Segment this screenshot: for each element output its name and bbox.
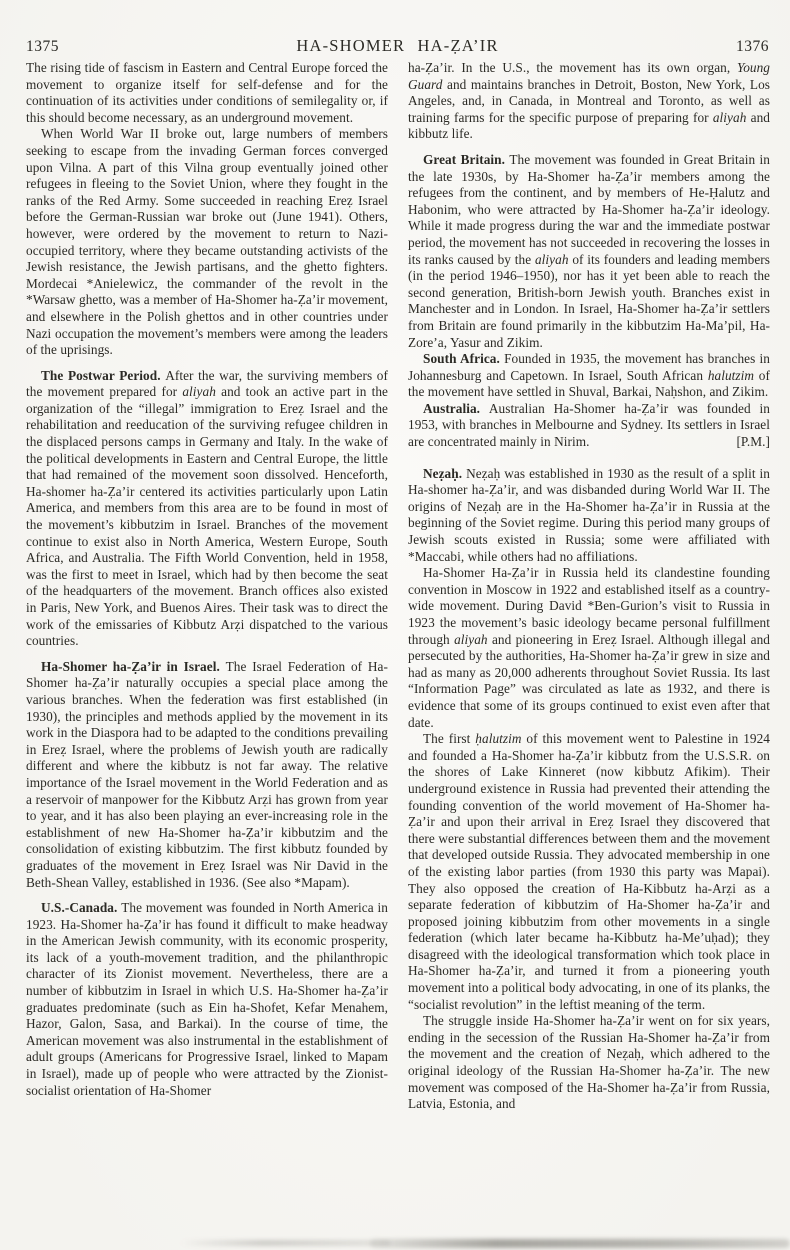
entry-nezah — [408, 466, 770, 566]
section-heading: The Postwar Period. — [41, 367, 166, 383]
section-heading: U.S.-Canada. — [41, 900, 122, 916]
run-text: of this movement went to Palestine in 1924 and founded a Ha-Shomer ha-Ẓa’ir kibbutz from the U.S.S.R. on the shores of Lake Kinneret (now kibbutz Afikim). Their underground existence in Russia had prevented their attending the founding convention of the world movement of Ha-Shomer ha-Ẓa’ir and upon their arrival in Ereẓ Israel they discovered that there were substantial differences between them and the movement that developed outside Russia. They advocated membership in one of the existing labor parties (from 1930 this party was Mapai). They also opposed the creation of Ha-Kibbutz ha-Arẓi as a separate federation of kibbutzim of Ha-Shomer ha-Ẓa’ir and proposed joining kibbutzim from other movements in a single federation (which later became ha-Kibbutz ha-Me’uḥad); they disagreed with the ideological transformation which took place in Ha-Shomer ha-Ẓa’ir, and turned it from a pioneering youth movement into a political body advocating, in one of its planks, the “socialist revolution” in the leftist meaning of the term. — [408, 731, 770, 1012]
left-page-number: 1375 — [26, 38, 59, 55]
run-text: Founded in 1935, the movement has branches in Johannesburg and Capetown. In Israel, South African — [408, 351, 770, 383]
para-struggle — [408, 1013, 770, 1113]
para-fascism-continuation — [26, 60, 388, 126]
run-text: and kibbutz life. — [408, 109, 770, 142]
run-text: of the movement have settled in Shuval, Barkai, Naḥshon, and Zikim. — [408, 367, 770, 400]
italic-term: aliyah — [182, 384, 216, 400]
run-text: The Israel Federation of Ha-Shomer ha-Ẓa’ir naturally occupies a special place among the various branches. When the federation was first established (in 1930), the principles and methods applied by the movement in its work in the Diaspora had to be adapted to the conditions prevailing in Ereẓ Israel, where the problems of Jewish youth are radically different and where the kibbutz is not far away. The relative importance of the Israel movement in the World Federation and as a reservoir of manpower for the Kibbutz Arẓi has grown from year to year, and it has also been playing an ever-increasing role in the establishment of new Ha-Shomer ha-Ẓa’ir kibbutzim and the consolidation of existing kibbutzim. The first kibbutz founded by graduates of the movement in Ereẓ Israel was Nir David in the Beth-Shean Valley, established in 1936. (See also *Mapam). — [26, 658, 388, 890]
italic-term: ḥalutzim — [475, 731, 522, 747]
section-postwar-period — [26, 368, 388, 650]
run-text: and maintains branches in Detroit, Boston, New York, Los Angeles, and, in Canada, in Montreal and Toronto, as well as training farms for the specific purpose of preparing for — [408, 76, 770, 125]
section-heading: Ha-Shomer ha-Ẓa’ir in Israel. — [41, 658, 226, 674]
para-world-war-ii — [26, 126, 388, 358]
section-heading: South Africa. — [423, 351, 505, 367]
running-title: HA-SHOMER HA-ẒA’IR — [296, 36, 499, 55]
section-australia — [408, 401, 770, 451]
italic-term: aliyah — [534, 251, 569, 267]
scan-artifact — [370, 1239, 790, 1248]
section-heading: Australia. — [423, 400, 489, 416]
section-great-britain — [408, 152, 770, 351]
para-first-halutzim — [408, 731, 770, 1013]
italic-term: aliyah — [712, 109, 747, 125]
run-text: The movement was founded in Great Britain in the late 1930s, by Ha-Shomer ha-Ẓa’ir members among the refugees from the continent, and by members of He-Ḥalutz and Habonim, who were attracted by Ha-Shomer ha-Ẓa’ir ideology. While it made progress during the war and the immediate postwar period, the movement has not succeeded in recovering the losses in its ranks caused by the — [408, 151, 770, 267]
scan-artifact — [180, 1240, 390, 1246]
section-heading: Great Britain. — [423, 151, 510, 167]
section-israel — [26, 659, 388, 891]
run-text: ha-Ẓa’ir. In the U.S., the movement has its own organ, — [408, 60, 737, 75]
run-text: Australian Ha-Shomer ha-Ẓa’ir was founded in 1953, with branches in Melbourne and Sydney. Its settlers in Israel are concentrated mainly in Nirim. — [408, 400, 771, 450]
right-page-number: 1376 — [736, 38, 769, 55]
italic-term: halutzim — [707, 367, 755, 383]
italic-term: aliyah — [454, 631, 488, 647]
run-text: When World War II broke out, large numbers of members seeking to escape from the invading German forces converged upon Vilna. A part of this Vilna group eventually joined other refugees in fleeing to the Soviet Union, where they fought in the ranks of the Red Army. Some succeeded in reaching Ereẓ Israel before the German-Russian war broke out (June 1941). Others, however, were ordered by the movement to return to Nazi-occupied territory, where they became outstanding activists of the Jewish resistance, the Jewish partisans, and the ghetto fighters. Mordecai *Anielewicz, the commander of the revolt in the *Warsaw ghetto, was a member of Ha-Shomer ha-Ẓa’ir movement, and elsewhere in the Polish ghettos and in other countries under Nazi occupation the movement’s members were among the leaders of the uprisings. — [26, 126, 388, 358]
run-text: Ha-Shomer Ha-Ẓa’ir in Russia held its clandestine founding convention in Moscow in 1922 and established itself as a country-wide movement. During David *Ben-Gurion’s visit to Russia in 1923 the movement’s basic ideology became personal fulfillment through — [408, 565, 770, 647]
left-column — [26, 60, 388, 1113]
run-text: The struggle inside Ha-Shomer ha-Ẓa’ir went on for six years, ending in the secession of the Russian Ha-Shomer ha-Ẓa’ir from the movement and the creation of Neẓaḥ, which adhered to the original ideology of the Russian Ha-Shomer ha-Ẓa’ir. The new movement was composed of the Ha-Shomer ha-Ẓa’ir from Russia, Latvia, Estonia, and — [408, 1013, 770, 1112]
run-text: After the war, the surviving members of the movement prepared for — [26, 367, 388, 400]
right-column — [408, 60, 770, 1113]
run-text: and pioneering in Ereẓ Israel. Although illegal and persecuted by the authorities, Ha-Shomer ha-Ẓa’ir grew in size and had as many as 20,000 adherents throughout Soviet Russia. Its last “Information Page” was circulated as late as 1932, and there is evidence that some of its groups continued to exist even after that date. — [408, 631, 771, 730]
run-text: and took an active part in the organization of the “illegal” immigration to Ereẓ Israel and the rehabilitation and reeducation of the surviving refugee children in the displaced persons camps in Germany and Italy. In the wake of the political developments in Eastern and Central Europe, the little that had remained of the movement soon dissolved. Henceforth, Ha-shomer ha-Ẓa’ir centered its activities particularly upon Latin America, and members from this area are to be found in most of the movement’s kibbutzim in Israel. Branches of the movement continue to exist also in North America, Western Europe, South Africa, and Australia. The Fifth World Convention, held in 1958, was the first to meet in Israel, which had by then become the seat of the headquarters of the movement. Branch offices also existed in Paris, New York, and Buenos Aires. Their task was to direct the work of the emissaries of Kibbutz Arẓi dispatched to the various countries. — [26, 384, 389, 649]
page-header — [26, 36, 769, 56]
author-signature: [P.M.] — [736, 434, 770, 450]
text-columns — [26, 60, 770, 1113]
section-south-africa — [408, 351, 770, 401]
para-russia-convention — [408, 565, 770, 731]
para-us-organ-continuation — [408, 60, 770, 143]
section-heading: Neẓaḥ. — [423, 465, 467, 481]
run-text: The movement was founded in North America in 1923. Ha-Shomer ha-Ẓa’ir has found it difficult to make headway in the American Jewish community, with its economic prosperity, its lack of a youth-movement tradition, and the philanthropic character of its Zionist movement. Nevertheless, there are a number of kibbutzim in Israel in which U.S. Ha-Shomer ha-Ẓa’ir graduates predominate (such as Ein ha-Shofet, Kefar Menahem, Hazor, Galon, Sasa, and Barkai). In the course of time, the American movement was also instrumental in the establishment of adult groups (Americans for Progressive Israel, linked to Mapam in Israel), made up of people who were attracted by the Zionist-socialist orientation of Ha-Shomer — [26, 900, 388, 1098]
run-text: of its founders and leading members (in the period 1946–1950), nor has it yet been able to reach the second generation, British-born Jewish youth. Branches exist in Manchester and in London. In Israel, Ha-Shomer ha-Ẓa’ir settlers from Britain are found primarily in the kibbutzim Ha-Ma’pil, Ha-Zore’a, Yasur and Zikim. — [408, 251, 770, 350]
run-text: The rising tide of fascism in Eastern and Central Europe forced the movement to organize itself for self-defense and for the continuation of its activities under conditions of semilegality or, if this should become necessary, as an underground movement. — [26, 60, 388, 125]
italic-term: Young Guard — [408, 60, 770, 92]
run-text: The first — [423, 731, 476, 747]
section-us-canada — [26, 900, 388, 1099]
run-text: Neẓaḥ was established in 1930 as the result of a split in Ha-shomer ha-Ẓa’ir, and was disbanded during World War II. The origins of Neẓaḥ are in the Ha-Shomer ha-Ẓa’ir in Russia at the beginning of the Soviet regime. During this period many groups of Jewish scouts existed in Russia; some were affiliated with *Maccabi, while others had no affiliations. — [408, 465, 770, 564]
